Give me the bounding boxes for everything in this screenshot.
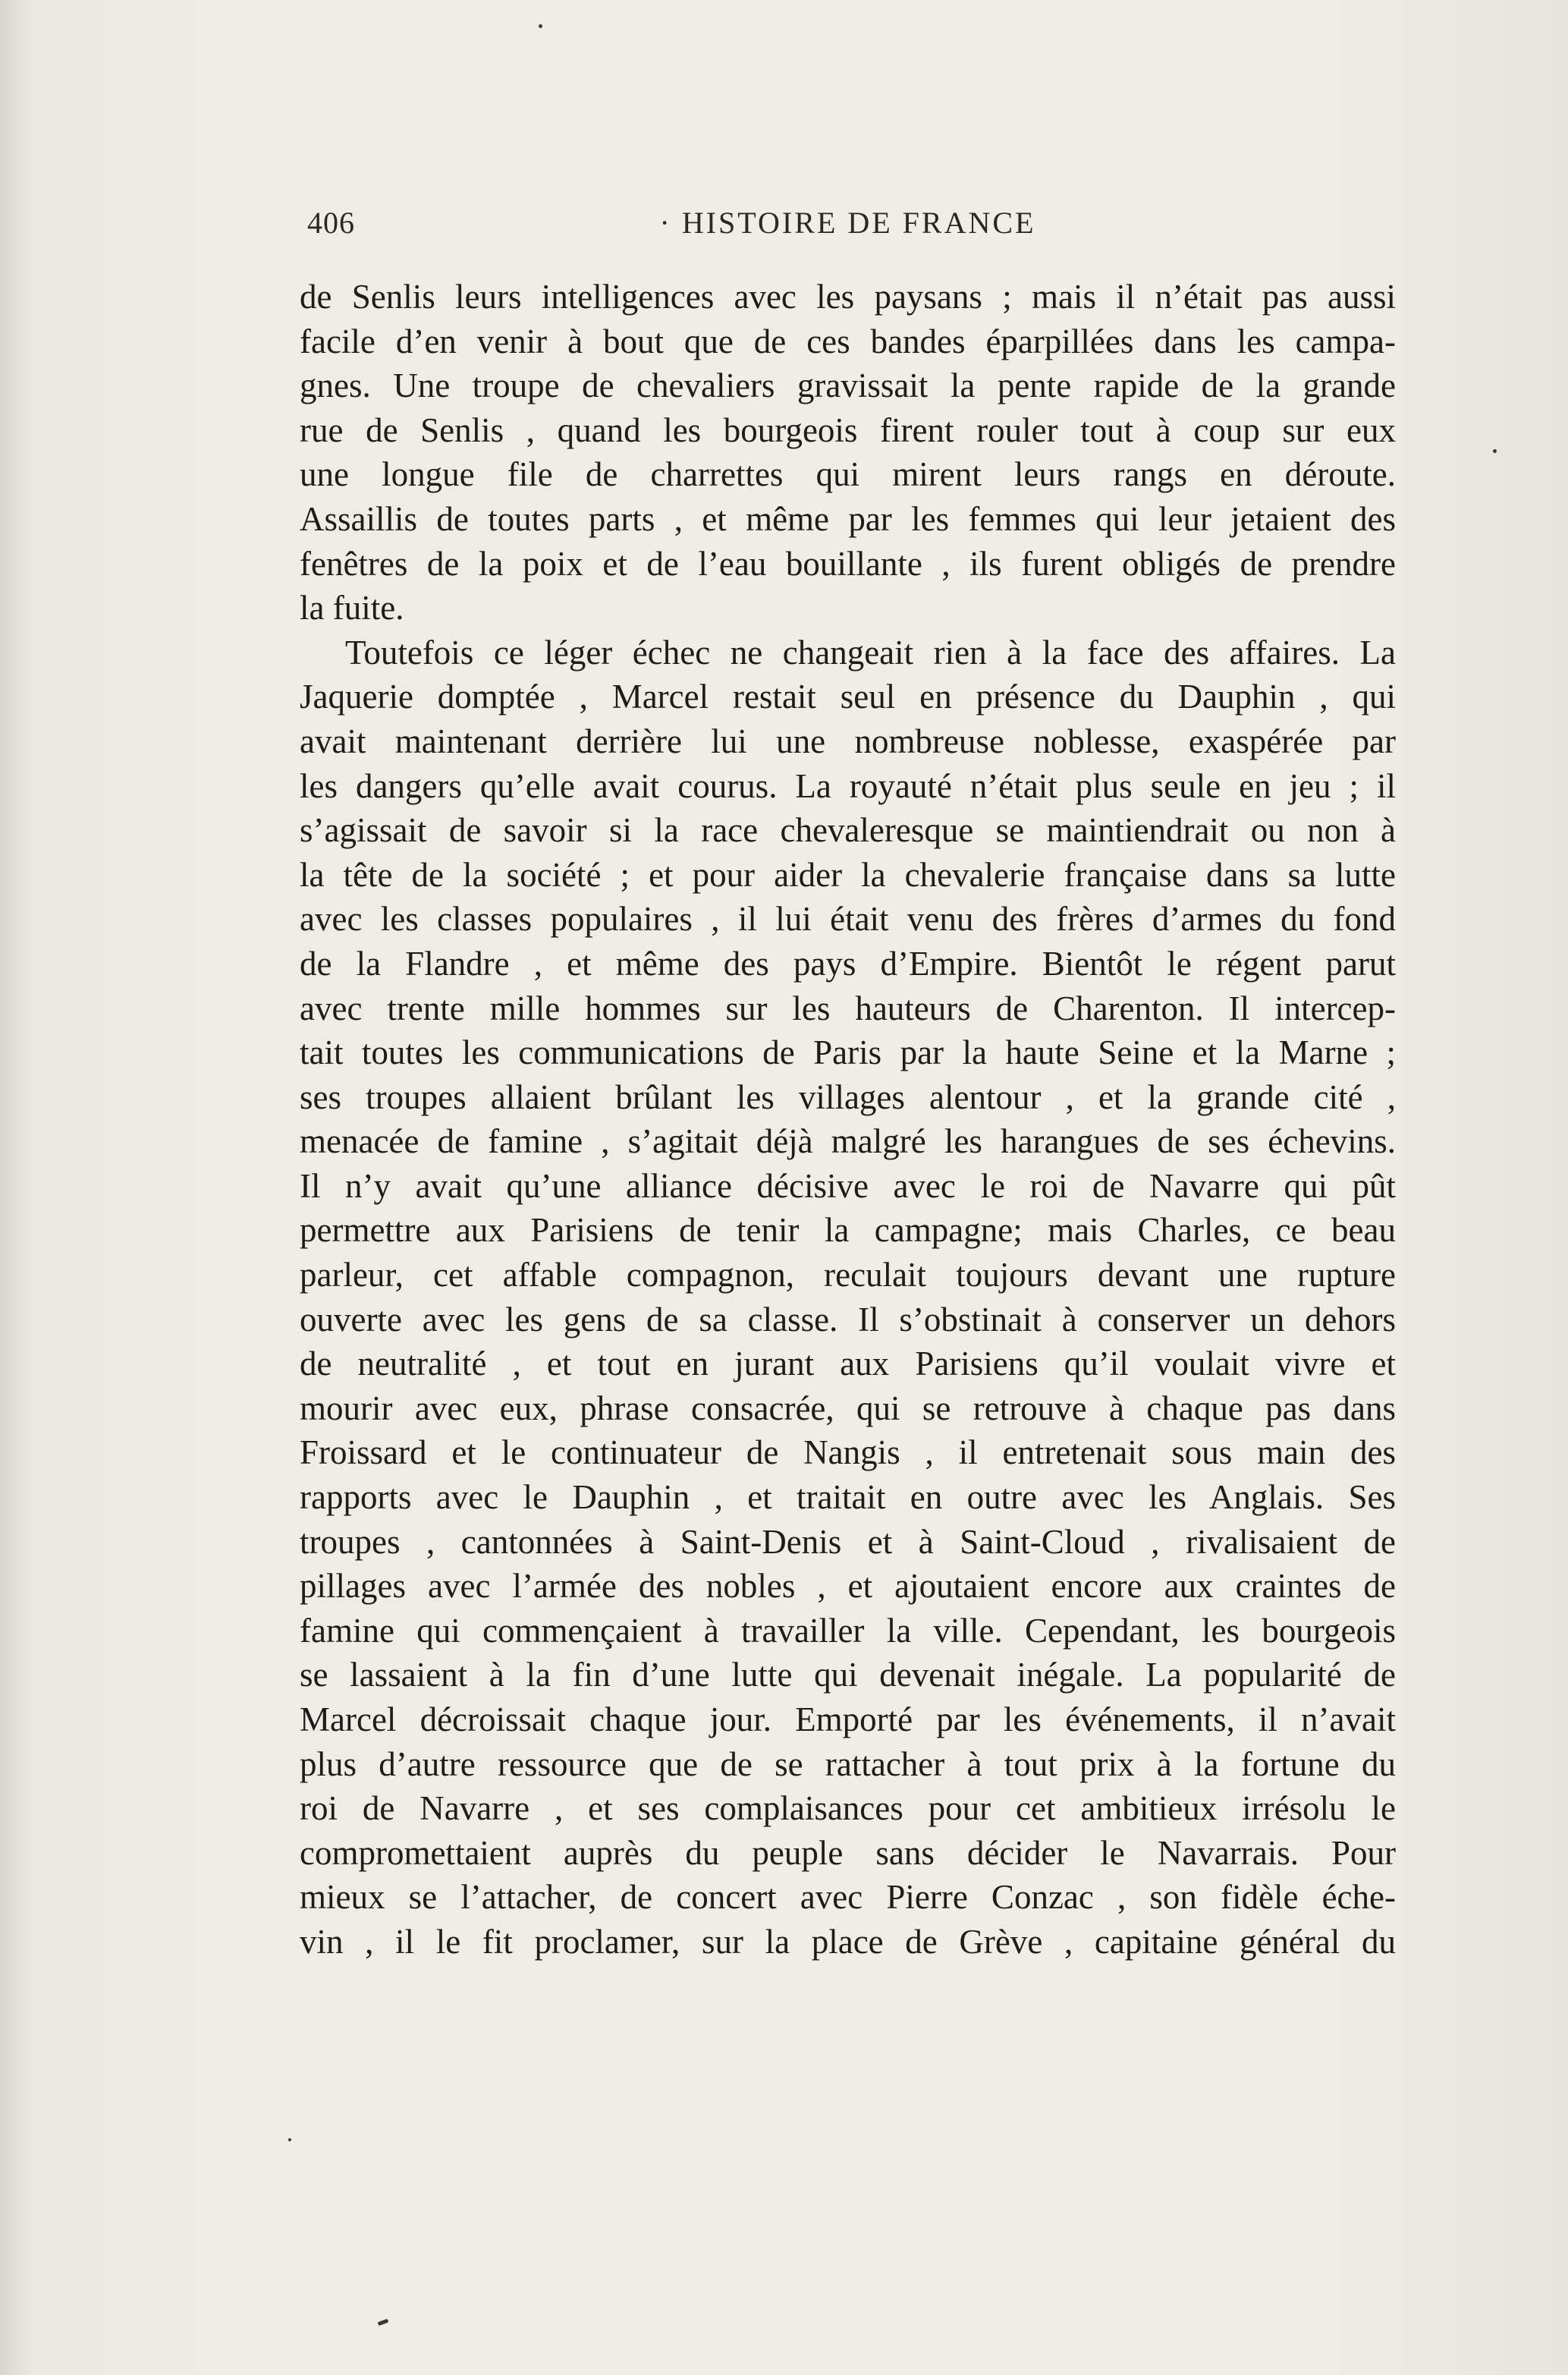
- text-line: vin , il le fit proclamer, sur la place de Grève , capitaine général du: [300, 1922, 1396, 1961]
- text-line: permettre aux Parisiens de tenir la campagne; mais Charles, ce beau: [300, 1211, 1396, 1250]
- text-line: une longue file de charrettes qui mirent leurs rangs en déroute.: [300, 455, 1396, 494]
- body-text: [300, 275, 1396, 1964]
- text-line: avec les classes populaires , il lui était venu des frères d’armes du fond: [300, 900, 1396, 939]
- paper-speck: [378, 2319, 389, 2326]
- text-line: parleur, cet affable compagnon, reculait toujours devant une rupture: [300, 1256, 1396, 1294]
- text-line: fenêtres de la poix et de l’eau bouillante , ils furent obligés de prendre: [300, 544, 1396, 583]
- text-line: de la Flandre , et même des pays d’Empire. Bientôt le régent parut: [300, 944, 1396, 983]
- text-line: Assaillis de toutes parts , et même par les femmes qui leur jetaient des: [300, 499, 1396, 538]
- text-line: rue de Senlis , quand les bourgeois firent rouler tout à coup sur eux: [300, 411, 1396, 449]
- paper-speck: [288, 2138, 291, 2141]
- text-line: ses troupes allaient brûlant les villages alentour , et la grande cité ,: [300, 1077, 1396, 1116]
- text-line: les dangers qu’elle avait courus. La royauté n’était plus seule en jeu ; il: [300, 766, 1396, 805]
- paragraph-2: [300, 631, 1396, 1964]
- text-line: avait maintenant derrière lui une nombreuse noblesse, exaspérée par: [300, 722, 1396, 760]
- text-line: avec trente mille hommes sur les hauteurs de Charenton. Il intercep-: [300, 989, 1396, 1027]
- text-line: Jaquerie domptée , Marcel restait seul en présence du Dauphin , qui: [300, 678, 1396, 716]
- text-line: la tête de la société ; et pour aider la chevalerie française dans sa lutte: [300, 855, 1396, 894]
- text-line: plus d’autre ressource que de se rattacher à tout prix à la fortune du: [300, 1744, 1396, 1783]
- text-line: mieux se l’attacher, de concert avec Pierre Conzac , son fidèle éche-: [300, 1878, 1396, 1917]
- paper-speck: [1493, 449, 1497, 453]
- text-line: troupes , cantonnées à Saint-Denis et à Saint-Cloud , rivalisaient de: [300, 1522, 1396, 1561]
- paragraph-1: [300, 275, 1396, 631]
- text-line: Marcel décroissait chaque jour. Emporté par les événements, il n’avait: [300, 1700, 1396, 1738]
- text-line: se lassaient à la fin d’une lutte qui devenait inégale. La popularité de: [300, 1656, 1396, 1694]
- text-line: Froissard et le continuateur de Nangis , il entretenait sous main des: [300, 1433, 1396, 1472]
- text-line: menacée de famine , s’agitait déjà malgré les harangues de ses échevins.: [300, 1122, 1396, 1161]
- text-line: s’agissait de savoir si la race chevaleresque se maintiendrait ou non à: [300, 811, 1396, 850]
- paper-speck: [539, 24, 542, 28]
- running-title: · HISTOIRE DE FRANCE: [659, 206, 1036, 240]
- running-head: [300, 205, 1396, 250]
- text-line: famine qui commençaient à travailler la ville. Cependant, les bourgeois: [300, 1611, 1396, 1650]
- text-line: gnes. Une troupe de chevaliers gravissait la pente rapide de la grande: [300, 366, 1396, 405]
- page-number: 406: [307, 206, 355, 240]
- text-line: pillages avec l’armée des nobles , et ajoutaient encore aux craintes de: [300, 1567, 1396, 1606]
- text-line: roi de Navarre , et ses complaisances pour cet ambitieux irrésolu le: [300, 1789, 1396, 1828]
- text-line: ouverte avec les gens de sa classe. Il s’obstinait à conserver un dehors: [300, 1300, 1396, 1338]
- text-line: la fuite.: [300, 589, 404, 628]
- text-line: compromettaient auprès du peuple sans décider le Navarrais. Pour: [300, 1833, 1396, 1872]
- text-line: facile d’en venir à bout que de ces bandes éparpillées dans les campa-: [300, 322, 1396, 360]
- text-line: Toutefois ce léger échec ne changeait rien à la face des affaires. La: [345, 633, 1396, 672]
- text-line: tait toutes les communications de Paris par la haute Seine et la Marne ;: [300, 1033, 1396, 1072]
- text-line: de neutralité , et tout en jurant aux Parisiens qu’il voulait vivre et: [300, 1345, 1396, 1383]
- text-line: Il n’y avait qu’une alliance décisive avec le roi de Navarre qui pût: [300, 1166, 1396, 1205]
- text-line: mourir avec eux, phrase consacrée, qui se retrouve à chaque pas dans: [300, 1389, 1396, 1427]
- text-line: rapports avec le Dauphin , et traitait en outre avec les Anglais. Ses: [300, 1478, 1396, 1517]
- text-line: de Senlis leurs intelligences avec les paysans ; mais il n’était pas aussi: [300, 278, 1396, 316]
